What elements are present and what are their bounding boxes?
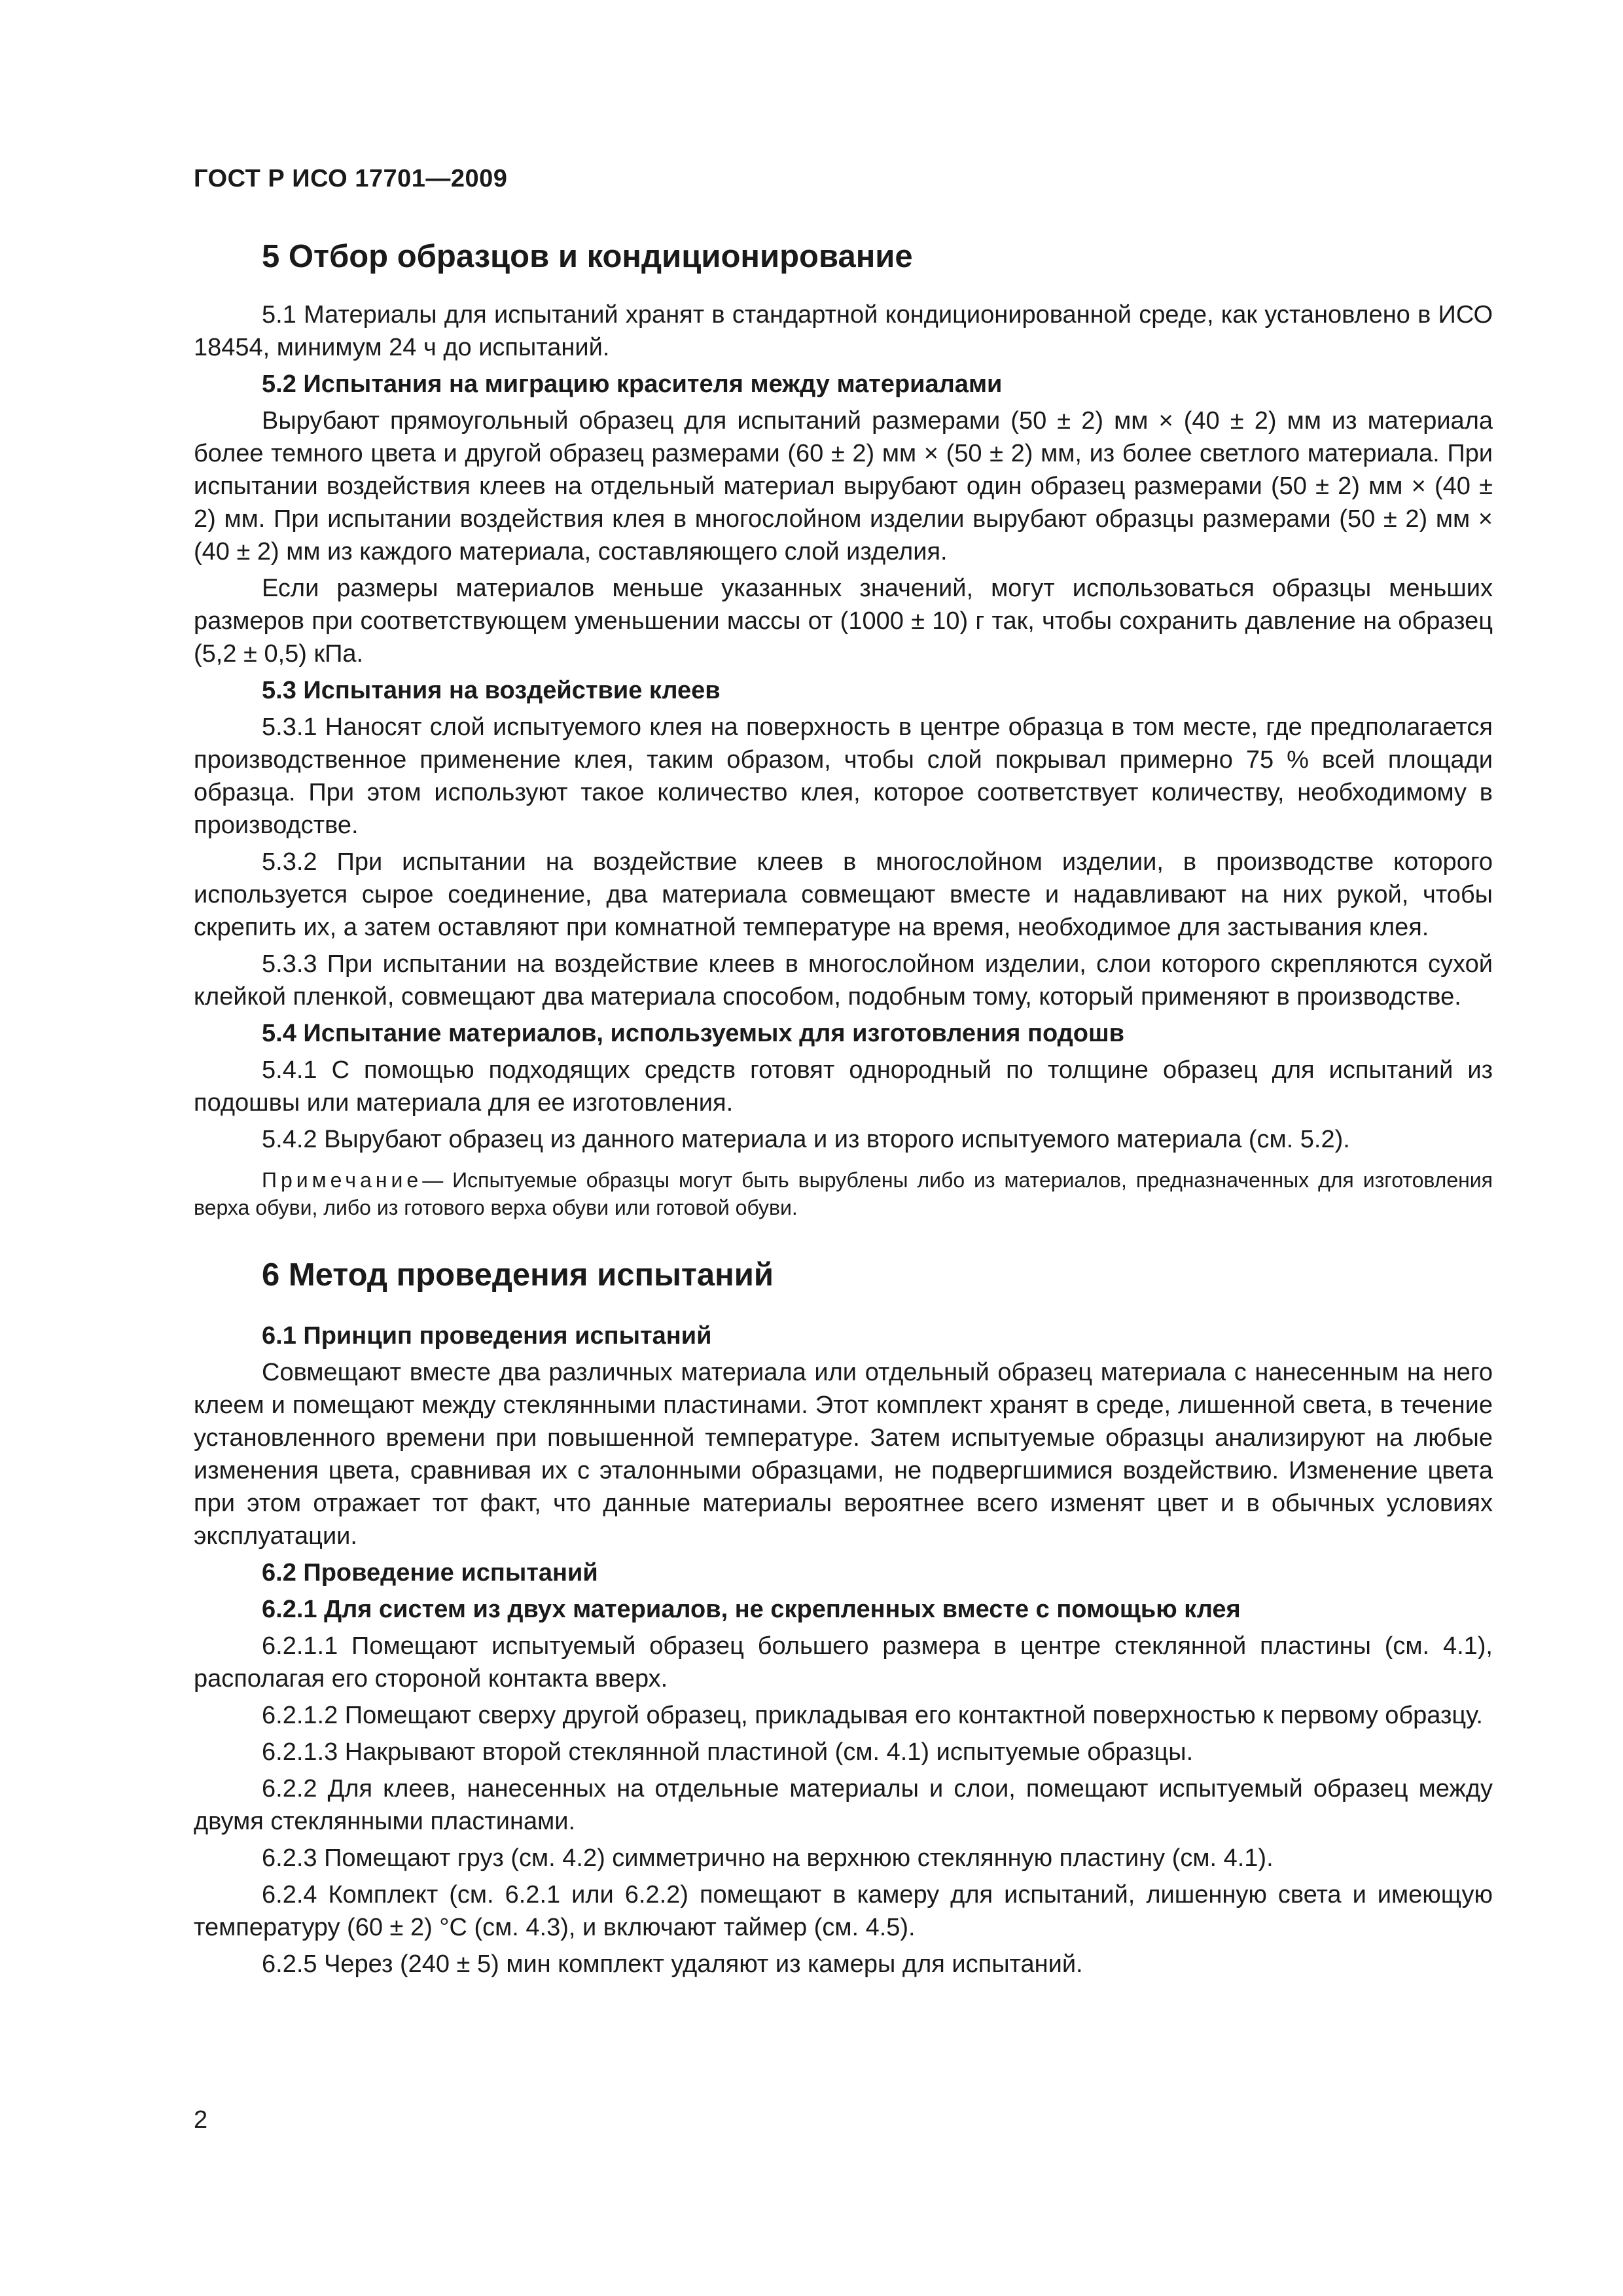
- heading-6-2: 6.2 Проведение испытаний: [262, 1559, 598, 1587]
- paragraph-5-1: 5.1 Материалы для испытаний хранят в стандартной кондиционированной среде, как установлено в ИСО 18454, минимум 24 ч до испытаний.: [194, 301, 1493, 361]
- paragraph-6-2-1-1: 6.2.1.1 Помещают испытуемый образец большего размера в центре стеклянной пластины (см. 4.1), располагая его стороной контакта вверх.: [194, 1632, 1493, 1693]
- page-number: 2: [194, 2106, 208, 2134]
- section-5-title: 5 Отбор образцов и кондиционирование: [262, 239, 913, 274]
- paragraph-5-2a: Вырубают прямоугольный образец для испытаний размерами (50 ± 2) мм × (40 ± 2) мм из материала более темного цвета и другой образец размерами (60 ± 2) мм × (50 ± 2) мм, из более светлого материала. При испытании воздействия клеев на отдельный материал вырубают один образец размерами (50 ± 2) мм × (40 ± 2) мм. При испытании воздействия клея в многослойном изделии вырубают образцы размерами (50 ± 2) мм × (40 ± 2) мм из каждого материала, составляющего слой изделия.: [194, 407, 1493, 565]
- paragraph-6-2-2: 6.2.2 Для клеев, нанесенных на отдельные материалы и слои, помещают испытуемый образец между двумя стеклянными пластинами.: [194, 1775, 1493, 1835]
- paragraph-5-3-1: 5.3.1 Наносят слой испытуемого клея на поверхность в центре образца в том месте, где предполагается производственное применение клея, таким образом, чтобы слой покрывал примерно 75 % всей площади образца. При этом используют такое количество клея, которое соответствует количеству, необходимому в производстве.: [194, 713, 1493, 839]
- note-text: — Испытуемые образцы могут быть вырублены либо из материалов, предназначенных для изготовления верха обуви, либо из готового верха обуви или готовой обуви.: [194, 1168, 1493, 1219]
- heading-5-4: 5.4 Испытание материалов, используемых для изготовления подошв: [262, 1020, 1125, 1047]
- heading-6-2-1: 6.2.1 Для систем из двух материалов, не скрепленных вместе с помощью клея: [262, 1596, 1241, 1623]
- paragraph-6-2-1-2: 6.2.1.2 Помещают сверху другой образец, прикладывая его контактной поверхностью к первому образцу.: [262, 1702, 1483, 1729]
- heading-6-1: 6.1 Принцип проведения испытаний: [262, 1322, 712, 1350]
- heading-5-2: 5.2 Испытания на миграцию красителя между материалами: [262, 370, 1003, 398]
- paragraph-5-4-2: 5.4.2 Вырубают образец из данного материала и из второго испытуемого материала (см. 5.2).: [262, 1126, 1350, 1153]
- paragraph-6-1: Совмещают вместе два различных материала или отдельный образец материала с нанесенным на него клеем и помещают между стеклянными пластинами. Этот комплект хранят в среде, лишенной света, в течение установленного времени при повышенной температуре. Затем испытуемые образцы анализируют на любые изменения цвета, сравнивая их с эталонными образцами, не подвергшимися воздействию. Изменение цвета при этом отражает тот факт, что данные материалы вероятнее всего изменят цвет и в обычных условиях эксплуатации.: [194, 1359, 1493, 1550]
- paragraph-5-3-3: 5.3.3 При испытании на воздействие клеев в многослойном изделии, слои которого скрепляются сухой клейкой пленкой, совмещают два материала способом, подобным тому, который применяют в производстве.: [194, 950, 1493, 1011]
- document-header: ГОСТ Р ИСО 17701—2009: [194, 165, 508, 192]
- paragraph-5-4-1: 5.4.1 С помощью подходящих средств готовят однородный по толщине образец для испытаний из подошвы или материала для ее изготовления.: [194, 1056, 1493, 1117]
- paragraph-6-2-3: 6.2.3 Помещают груз (см. 4.2) симметрично на верхнюю стеклянную пластину (см. 4.1).: [262, 1844, 1274, 1872]
- heading-5-3: 5.3 Испытания на воздействие клеев: [262, 677, 721, 704]
- note: [194, 1166, 1493, 1221]
- section-6-title: 6 Метод проведения испытаний: [262, 1257, 774, 1293]
- paragraph-5-2b: Если размеры материалов меньше указанных значений, могут использоваться образцы меньших размеров при соответствующем уменьшении массы от (1000 ± 10) г так, чтобы сохранить давление на образец (5,2 ± 0,5) кПа.: [194, 575, 1493, 668]
- paragraph-6-2-5: 6.2.5 Через (240 ± 5) мин комплект удаляют из камеры для испытаний.: [262, 1950, 1083, 1978]
- note-label: Примечание: [262, 1168, 423, 1192]
- paragraph-6-2-4: 6.2.4 Комплект (см. 6.2.1 или 6.2.2) помещают в камеру для испытаний, лишенную света и имеющую температуру (60 ± 2) °С (см. 4.3), и включают таймер (см. 4.5).: [194, 1881, 1493, 1941]
- paragraph-6-2-1-3: 6.2.1.3 Накрывают второй стеклянной пластиной (см. 4.1) испытуемые образцы.: [262, 1738, 1194, 1766]
- paragraph-5-3-2: 5.3.2 При испытании на воздействие клеев в многослойном изделии, в производстве которого используется сырое соединение, два материала совмещают вместе и надавливают на них рукой, чтобы скрепить их, а затем оставляют при комнатной температуре на время, необходимое для застывания клея.: [194, 848, 1493, 941]
- document-body: [194, 237, 1493, 1984]
